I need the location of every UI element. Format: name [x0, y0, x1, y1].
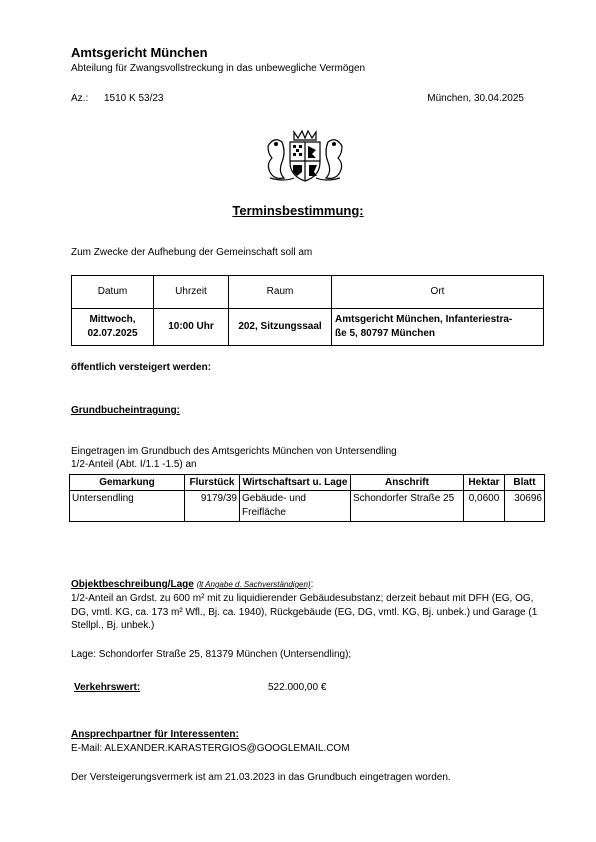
- table-cell: 30696: [505, 491, 545, 522]
- column-header: Gemarkung: [70, 475, 185, 491]
- object-heading-colon: :: [310, 579, 314, 590]
- table-header-row: [72, 276, 544, 309]
- auction-note: öffentlich versteigert werden:: [71, 362, 212, 373]
- column-header: Uhrzeit: [154, 276, 229, 309]
- table-header-row: [70, 475, 545, 491]
- appointment-date: [72, 309, 154, 346]
- market-value: 522.000,00 €: [268, 682, 327, 693]
- object-description: 1/2-Anteil an Grdst. zu 600 m² mit zu liquidierender Gebäudesubstanz; derzeit bebaut mit DFH (EG, OG, DG, vmtl. KG, ca. 173 m² Wfl., Bj. ca. 1940), Rückgebäude (EG, DG, vmtl. KG, Bj. unbek.) und Garage (1 Stellpl., Bj. unbek.): [71, 593, 538, 631]
- intro-text: Zum Zwecke der Aufhebung der Gemeinschaft soll am: [71, 247, 313, 258]
- table-cell: Schondorfer Straße 25: [351, 491, 464, 522]
- appointment-location: [332, 309, 544, 346]
- court-name: Amtsgericht München: [71, 45, 208, 60]
- column-header: Wirtschaftsart u. Lage: [240, 475, 351, 491]
- column-header: Blatt: [505, 475, 545, 491]
- appointment-table: [71, 275, 544, 346]
- land-register-line: Eingetragen im Grundbuch des Amtsgerichts München von Untersendling: [71, 446, 397, 457]
- table-cell: 9179/39: [185, 491, 240, 522]
- land-register-table: [69, 474, 545, 522]
- market-value-label: Verkehrswert:: [74, 682, 141, 693]
- closing-note: Der Versteigerungsvermerk ist am 21.03.2023 in das Grundbuch eingetragen worden.: [71, 772, 451, 783]
- object-heading-text: Objektbeschreibung/Lage: [71, 579, 194, 590]
- column-header: Raum: [229, 276, 332, 309]
- object-description-heading: [71, 578, 313, 592]
- object-location: Lage: Schondorfer Straße 25, 81379 München (Untersendling);: [71, 649, 352, 660]
- document-title: Terminsbestimmung:: [232, 203, 364, 218]
- land-register-share: 1/2-Anteil (Abt. I/1.1 -1.5) an: [71, 458, 197, 470]
- column-header: Flurstück: [185, 475, 240, 491]
- table-cell: 0,0600: [464, 491, 505, 522]
- contact-email: E-Mail: ALEXANDER.KARASTERGIOS@GOOGLEMAIL.COM: [71, 743, 350, 754]
- location-line: ße 5, 80797 München: [335, 328, 436, 339]
- table-row: [72, 309, 544, 346]
- location-line: Amtsgericht München, Infanteriestra-: [335, 314, 513, 325]
- case-number-label: Az.:: [71, 93, 89, 104]
- column-header: Ort: [332, 276, 544, 309]
- court-department: Abteilung für Zwangsvollstreckung in das unbewegliche Vermögen: [71, 63, 366, 74]
- land-register-text: [71, 446, 397, 471]
- table-cell: Untersendling: [70, 491, 185, 522]
- table-row: [70, 491, 545, 522]
- contact-heading: Ansprechpartner für Interessenten:: [71, 729, 239, 740]
- appointment-room: 202, Sitzungssaal: [229, 309, 332, 346]
- column-header: Hektar: [464, 475, 505, 491]
- appointment-time: 10:00 Uhr: [154, 309, 229, 346]
- date-value: 02.07.2025: [87, 328, 138, 339]
- column-header: Anschrift: [351, 475, 464, 491]
- bavarian-coat-of-arms-icon: [264, 128, 346, 184]
- land-register-heading: Grundbucheintragung:: [71, 405, 180, 416]
- case-number: 1510 K 53/23: [104, 93, 164, 104]
- date-weekday: Mittwoch,: [89, 314, 136, 325]
- place-date: München, 30.04.2025: [427, 93, 524, 104]
- column-header: Datum: [72, 276, 154, 309]
- object-heading-note: (lt Angabe d. Sachverständigen): [196, 580, 311, 589]
- table-cell: Gebäude- und Freifläche: [240, 491, 351, 522]
